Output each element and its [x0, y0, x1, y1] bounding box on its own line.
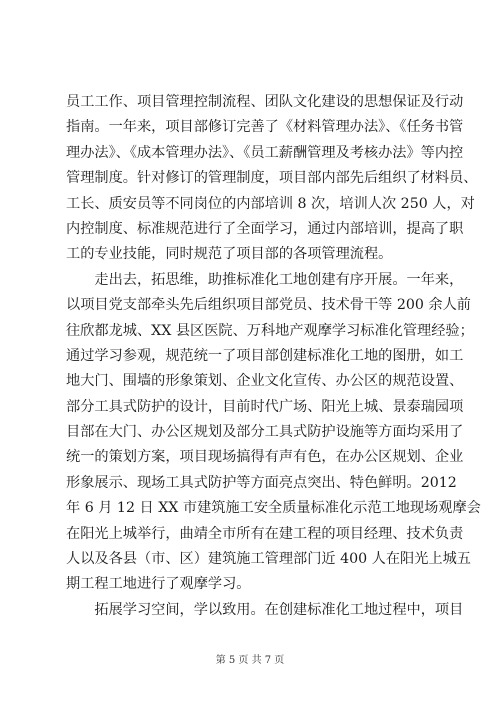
- text-line: 通过学习参观，规范统一了项目部创建标准化工地的图册，如工: [66, 347, 464, 364]
- document-body: [66, 90, 481, 623]
- text-line: 目部在大门、办公区规划及部分工具式防护设施等方面均采用了: [66, 424, 464, 441]
- text-line: 形象展示、现场工具式防护等方面亮点突出、特色鲜明。2012: [66, 474, 457, 491]
- text-line: 地大门、围墙的形象策划、企业文化宣传、办公区的规范设置、: [66, 373, 464, 390]
- text-line: 工的专业技能，同时规范了项目部的各项管理流程。: [66, 246, 393, 263]
- text-line: 往欣都龙城、XX 县区医院、万科地产观摩学习标准化管理经验；: [66, 322, 474, 339]
- text-line: 人以及各县（市、区）建筑施工管理部门近 400 人在阳光上城五: [66, 551, 471, 568]
- text-line: 统一的策划方案，项目现场搞得有声有色，在办公区规划、企业: [66, 449, 464, 466]
- page-footer: 第 5 页 共 7 页: [215, 655, 285, 666]
- text-line: 工长、质安员等不同岗位的内部培训 8 次，培训人次 250 人，对: [66, 195, 475, 212]
- text-line: 理办法》、《成本管理办法》、《员工薪酬管理及考核办法》等内控: [66, 144, 464, 161]
- text-line: 内控制度、标准规范进行了全面学习，通过内部培训，提高了职: [66, 220, 464, 237]
- text-line: 以项目党支部牵头先后组织项目部党员、技术骨干等 200 余人前: [66, 297, 471, 314]
- text-line: 管理制度。针对修订的管理制度，项目部内部先后组织了材料员、: [66, 170, 478, 187]
- text-line: 指南。一年来，项目部修订完善了《材料管理办法》、《任务书管: [66, 119, 464, 136]
- text-line: 走出去，拓思维，助推标准化工地创建有序开展。一年来，: [66, 271, 464, 288]
- text-line: 年 6 月 12 日 XX 市建筑施工安全质量标准化示范工地现场观摩会: [66, 500, 481, 517]
- text-line: 部分工具式防护的设计，目前时代广场、阳光上城、景泰瑞园项: [66, 398, 464, 415]
- text-line: 拓展学习空间，学以致用。在创建标准化工地过程中，项目: [66, 601, 464, 618]
- text-line: 员工工作、项目管理控制流程、团队文化建设的思想保证及行动: [66, 94, 464, 110]
- text-line: 期工程工地进行了观摩学习。: [66, 576, 251, 593]
- text-line: 在阳光上城举行，曲靖全市所有在建工程的项目经理、技术负责: [66, 525, 464, 542]
